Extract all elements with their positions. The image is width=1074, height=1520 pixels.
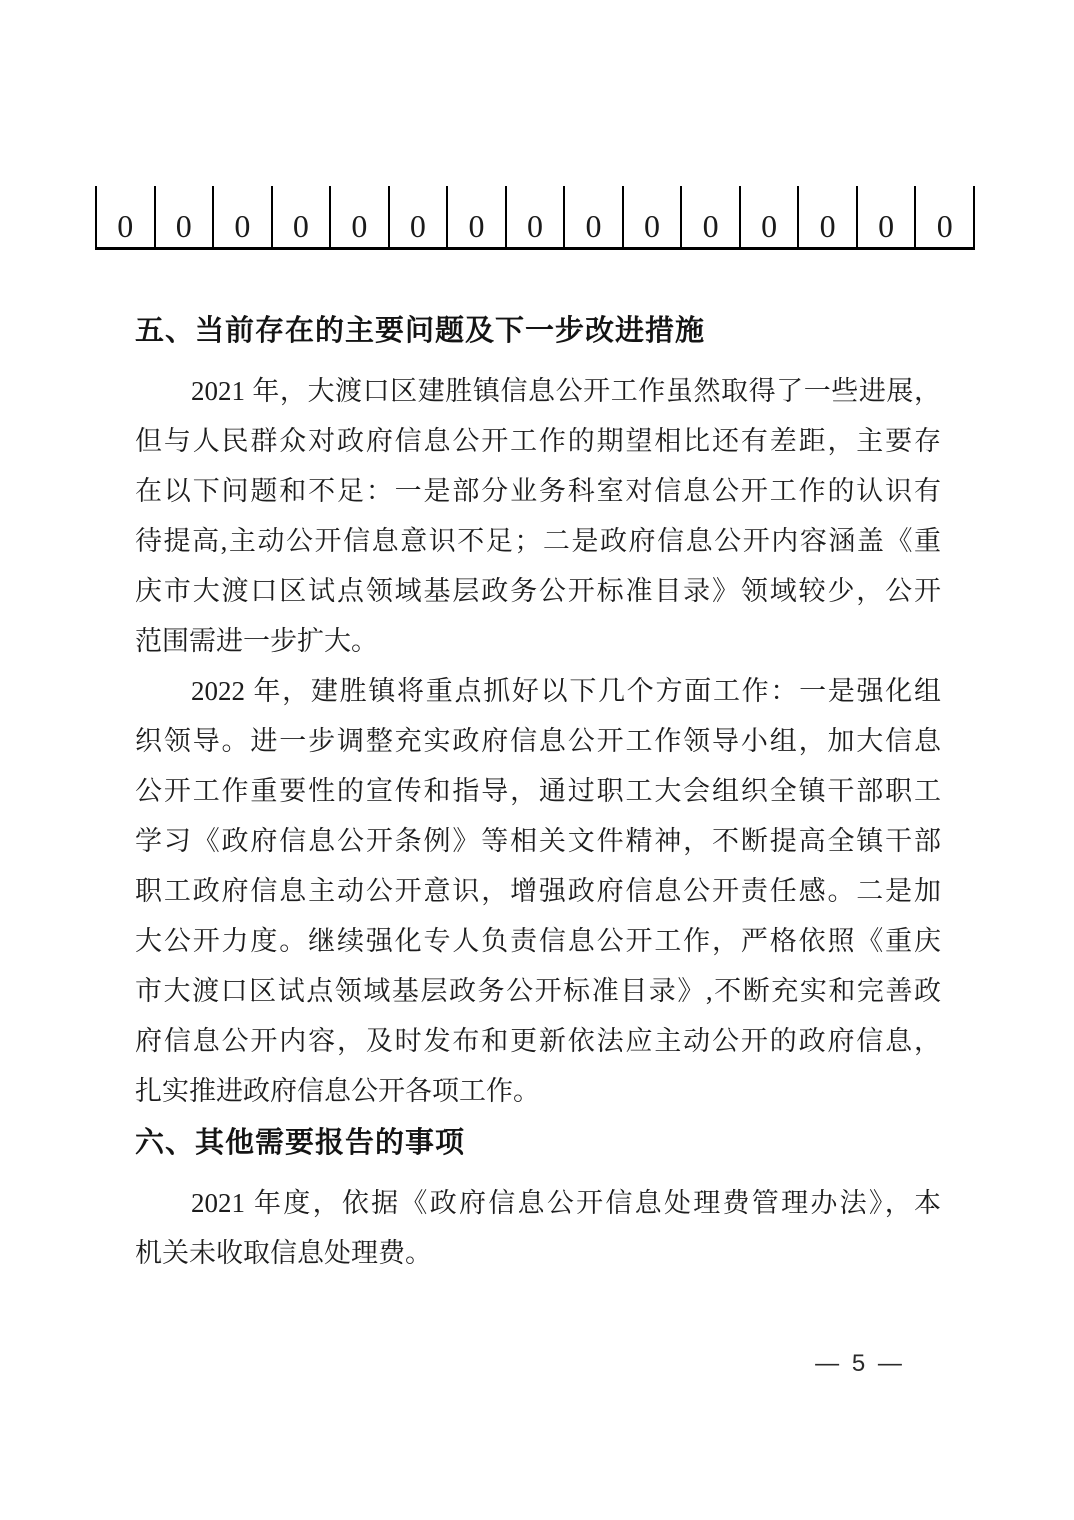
table-cell: 0 <box>271 186 330 247</box>
section-5-paragraph-2 <box>135 666 941 1116</box>
text-line: 机关未收取信息处理费。 <box>135 1238 432 1268</box>
table-cell: 0 <box>739 186 798 247</box>
section-5-paragraph-1 <box>135 366 941 666</box>
table-cell: 0 <box>154 186 213 247</box>
text-line: 待提高,主动公开信息意识不足；二是政府信息公开内容涵盖《重 <box>135 526 941 556</box>
text-line: 2022 年，建胜镇将重点抓好以下几个方面工作：一是强化组 <box>191 676 941 706</box>
table-cell: 0 <box>388 186 447 247</box>
text-line: 在以下问题和不足：一是部分业务科室对信息公开工作的认识有 <box>135 476 941 506</box>
table-cell: 0 <box>446 186 505 247</box>
table-cell: 0 <box>680 186 739 247</box>
table-cell: 0 <box>797 186 856 247</box>
text-line: 府信息公开内容，及时发布和更新依法应主动公开的政府信息， <box>135 1026 941 1056</box>
text-line: 2021 年，大渡口区建胜镇信息公开工作虽然取得了一些进展， <box>191 376 941 406</box>
table-cell: 0 <box>622 186 681 247</box>
table-cell: 0 <box>95 186 154 247</box>
page-number: — 5 — <box>815 1350 905 1377</box>
text-line: 扎实推进政府信息公开各项工作。 <box>135 1076 540 1106</box>
table-cell: 0 <box>914 186 975 247</box>
table-row-fragment <box>95 186 975 250</box>
text-line: 2021 年度，依据《政府信息公开信息处理费管理办法》，本 <box>191 1188 941 1218</box>
text-line: 市大渡口区试点领域基层政务公开标准目录》,不断充实和完善政 <box>135 976 941 1006</box>
section-6-heading: 六、其他需要报告的事项 <box>135 1127 466 1159</box>
text-line: 公开工作重要性的宣传和指导，通过职工大会组织全镇干部职工 <box>135 776 941 806</box>
table-cell: 0 <box>505 186 564 247</box>
text-line: 织领导。进一步调整充实政府信息公开工作领导小组，加大信息 <box>135 726 941 756</box>
section-5-heading: 五、当前存在的主要问题及下一步改进措施 <box>135 315 706 347</box>
text-line: 职工政府信息主动公开意识，增强政府信息公开责任感。二是加 <box>135 876 941 906</box>
table-cell: 0 <box>329 186 388 247</box>
table-cell: 0 <box>212 186 271 247</box>
table-cell: 0 <box>563 186 622 247</box>
text-line: 大公开力度。继续强化专人负责信息公开工作，严格依照《重庆 <box>135 926 941 956</box>
text-line: 庆市大渡口区试点领域基层政务公开标准目录》领域较少，公开 <box>135 576 941 606</box>
text-line: 学习《政府信息公开条例》等相关文件精神，不断提高全镇干部 <box>135 826 941 856</box>
text-line: 范围需进一步扩大。 <box>135 626 378 656</box>
section-6-paragraph-1 <box>135 1178 941 1278</box>
text-line: 但与人民群众对政府信息公开工作的期望相比还有差距，主要存 <box>135 426 941 456</box>
table-cell: 0 <box>856 186 915 247</box>
